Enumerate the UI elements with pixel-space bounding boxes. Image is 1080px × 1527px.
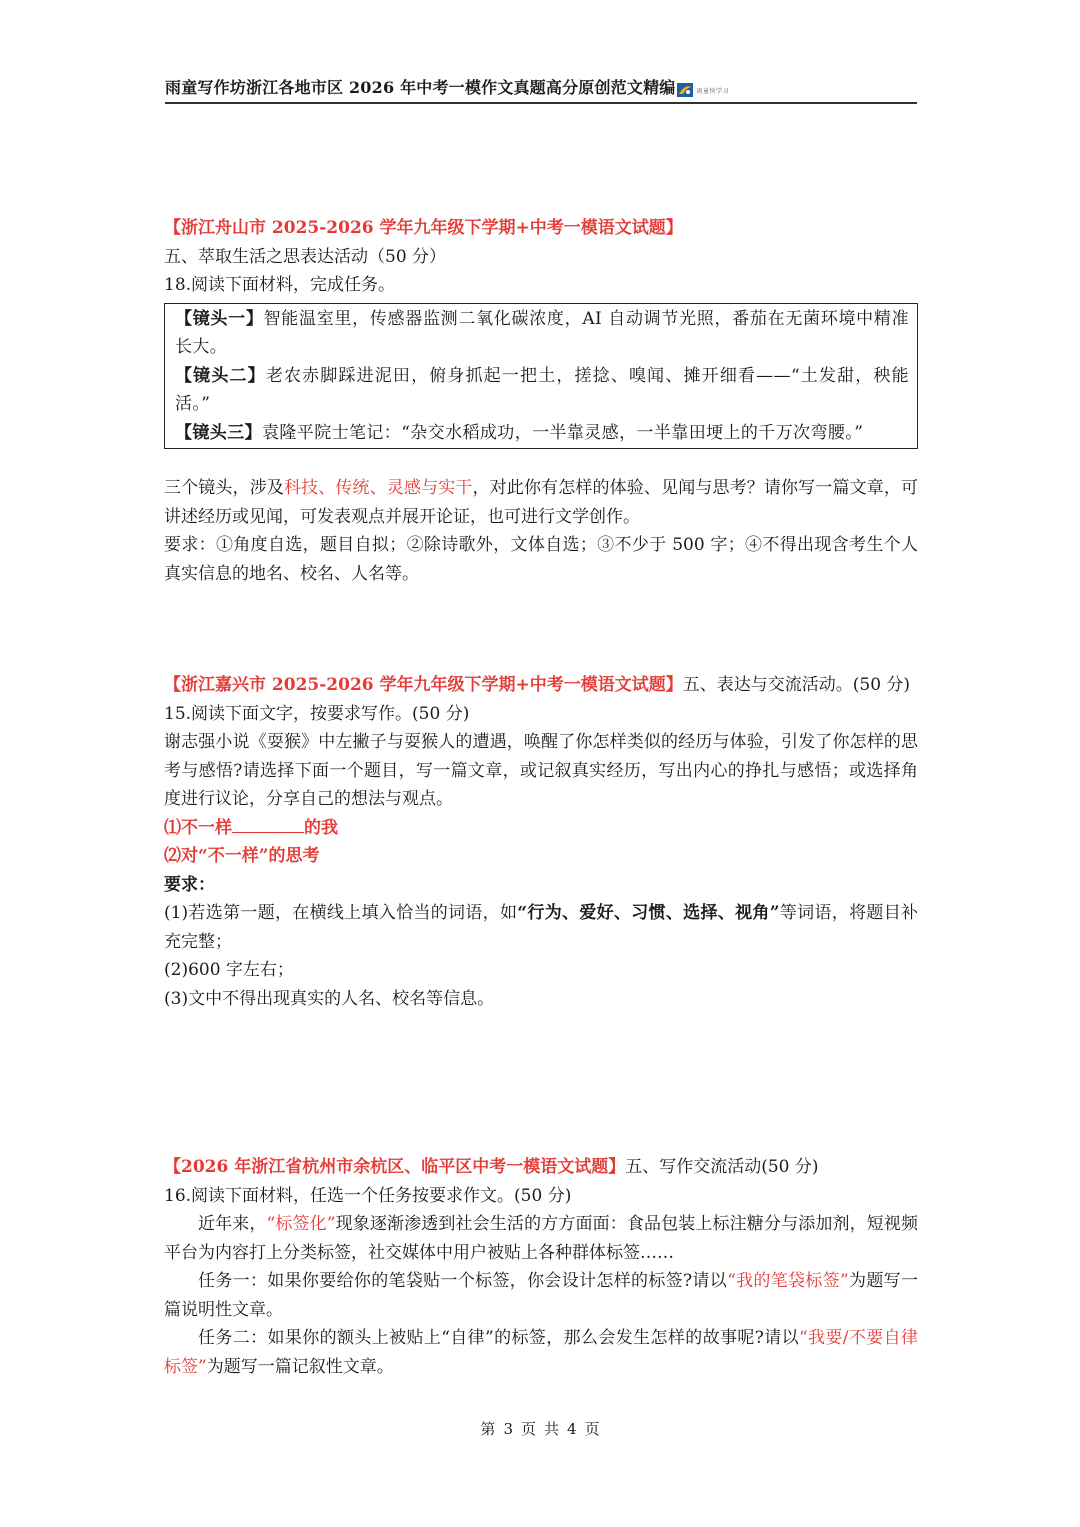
scene-2: 【镜头二】老农赤脚踩进泥田，俯身抓起一把土，搓捻、嗅闻、摊开细看——“土发甜，秧能活。” [175,365,910,414]
topic-2: ⑵对“不一样”的思考 [164,846,320,866]
material-paragraph: 谢志强小说《耍猴》中左撇子与耍猴人的遭遇，唤醒了你怎样类似的经历与体验，引发了你怎样的思考与感悟?请选择下面一个题目，写一篇文章，或记叙真实经历，写出内心的挣扎与感悟；或选择角度进行议论，分享自己的想法与观点。 [164,732,918,809]
section-zhoushan-prompt [164,474,918,588]
fill-blank [232,818,304,833]
requirement-3: (3)文中不得出现真实的人名、校名等信息。 [164,988,495,1009]
page-total: 4 [567,1420,577,1438]
section-part: 五、萃取生活之思表达活动（50 分） [164,246,447,267]
section-source-line: 【浙江嘉兴市 2025-2026 学年九年级下学期+中考一模语文试题】五、表达与交流活动。(50 分) [164,675,911,695]
material-box [164,303,918,450]
section-zhoushan [164,214,918,449]
scene-3: 【镜头三】袁隆平院士笔记：“杂交水稻成功，一半靠灵感，一半靠田埂上的千万次弯腰。” [175,422,864,443]
question-title: 18.阅读下面材料，完成任务。 [164,275,396,295]
task-1: 任务一：如果你要给你的笔袋贴一个标签，你会设计怎样的标签?请以“我的笔袋标签”为题写一篇说明性文章。 [164,1271,919,1320]
section-source-line: 【2026 年浙江省杭州市余杭区、临平区中考一模语文试题】五、写作交流活动(50 分) [164,1157,819,1177]
logo-text: 雨童快学习 [696,87,729,95]
section-hangzhou [164,1153,918,1381]
task-2: 任务二：如果你的额头上被贴上“自律”的标签，那么会发生怎样的故事呢?请以“我要/不要自律标签”为题写一篇记叙性文章。 [164,1328,919,1377]
requirements: 要求：①角度自选，题目自拟；②除诗歌外，文体自选；③不少于 500 字；④不得出现含考生个人真实信息的地名、校名、人名等。 [164,535,918,584]
header-title: 雨童写作坊浙江各地市区 2026 年中考一模作文真题高分原创范文精编 [165,78,676,97]
requirement-1: (1)若选第一题，在横线上填入恰当的词语，如“行为、爱好、习惯、选择、视角”等词语，将题目补充完整； [164,903,918,952]
topic-1: ⑴不一样 的我 [164,817,338,838]
writing-prompt: 三个镜头，涉及科技、传统、灵感与实干，对此你有怎样的体验、见闻与思考？请你写一篇文章，可讲述经历或见闻，可发表观点并展开论证，也可进行文学创作。 [164,478,919,527]
question-title: 16.阅读下面材料，任选一个任务按要求作文。(50 分) [164,1185,572,1206]
section-source: 【浙江舟山市 2025-2026 学年九年级下学期+中考一模语文试题】 [164,218,683,238]
material-paragraph: 近年来，“标签化”现象逐渐渗透到社会生活的方方面面：食品包装上标注糖分与添加剂，短视频平台为内容打上分类标签，社交媒体中用户被贴上各种群体标签…… [164,1214,919,1263]
logo-icon [677,83,693,97]
scene-1: 【镜头一】智能温室里，传感器监测二氧化碳浓度，AI 自动调节光照，番茄在无菌环境中精准长大。 [175,308,909,357]
page-footer: 第 3 页 共 4 页 [480,1420,600,1438]
section-jiaxing [164,671,918,1013]
question-title: 15.阅读下面文字，按要求写作。(50 分) [164,703,470,724]
page-number: 3 [503,1420,513,1438]
requirements-title: 要求： [164,874,215,895]
page-header [165,76,917,104]
logo [677,83,729,97]
requirement-2: (2)600 字左右； [164,960,294,980]
